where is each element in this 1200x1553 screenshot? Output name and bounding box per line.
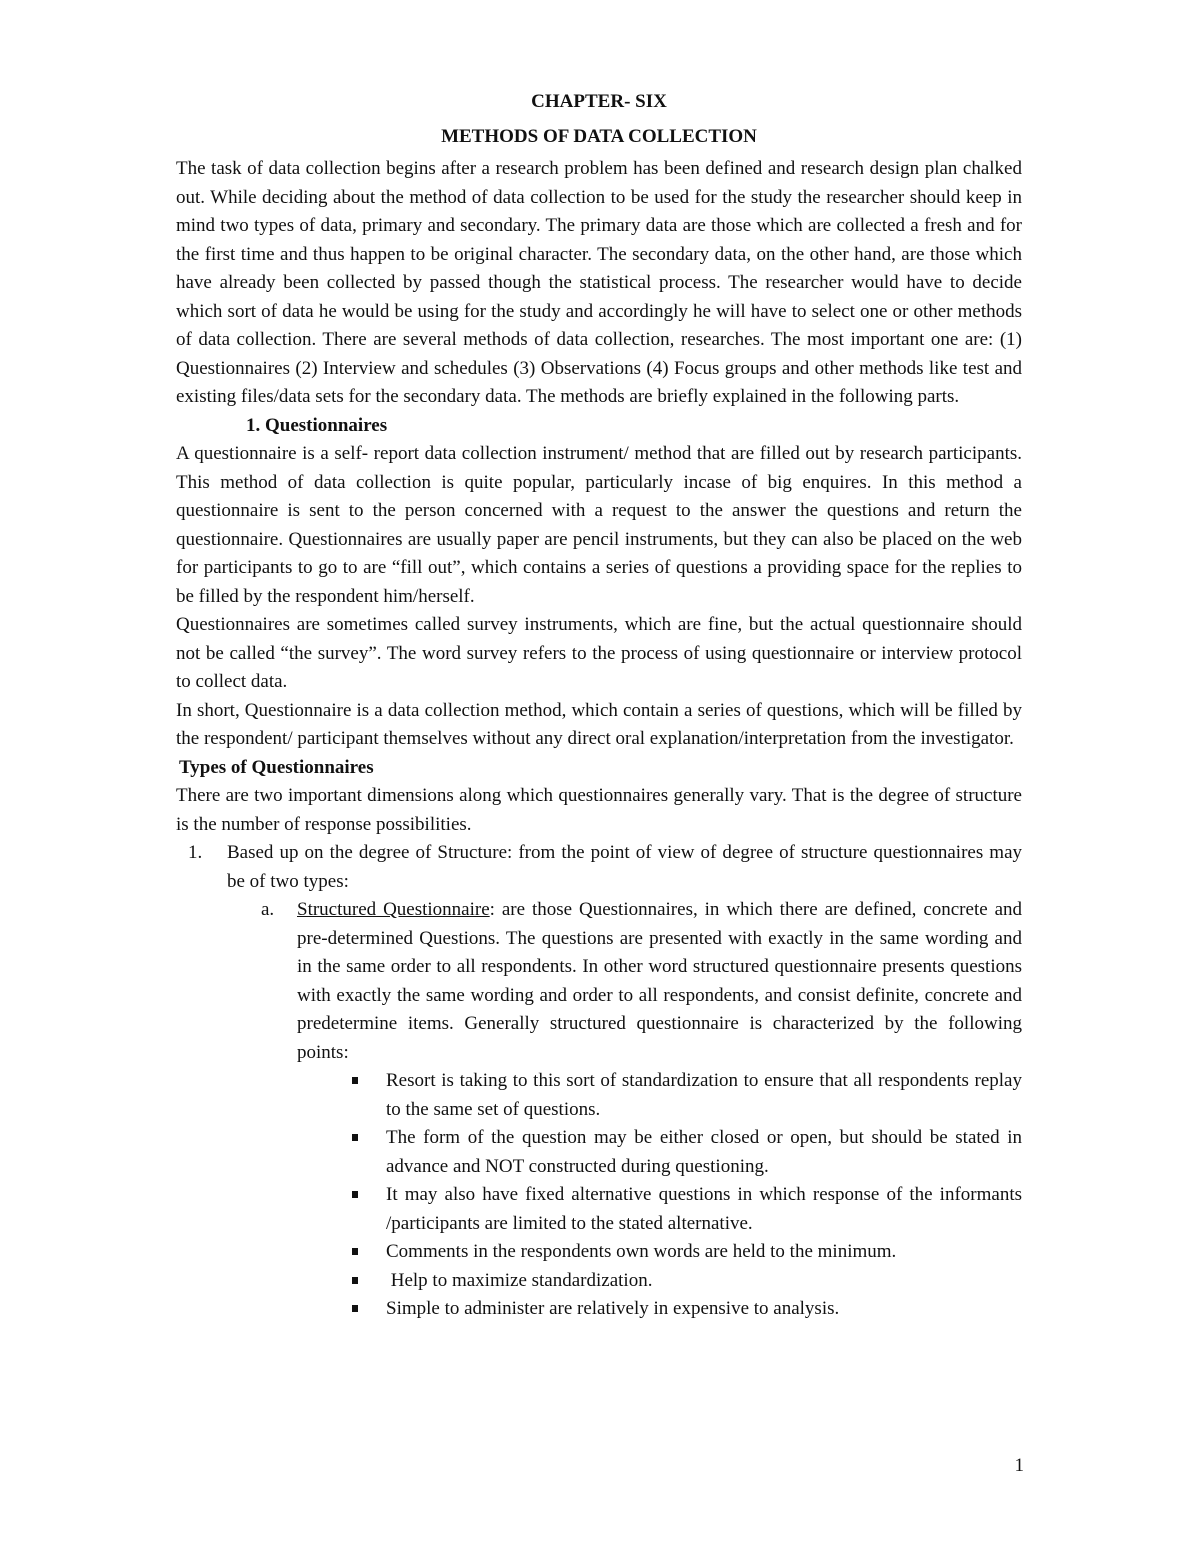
bullet-item [297, 1067, 1022, 1124]
types-heading: Types of Questionnaires [179, 756, 374, 778]
page-number: 1 [1014, 1455, 1024, 1476]
chapter-title: CHAPTER- SIX [531, 91, 667, 112]
bullet-text: The form of the question may be either closed or open, but should be stated in advance and NOT constructed during questioning. [386, 1127, 1022, 1177]
list-item-structure [176, 839, 1022, 1324]
structured-questionnaire-term: Structured Questionnaire [297, 899, 490, 920]
bullet-item [297, 1295, 1022, 1324]
structured-questionnaire-definition: : are those Questionnaires, in which there are defined, concrete and pre-determined Questions. The questions are presented with exactly in the same wording and in the same order to all respondents. In other word structured questionnaire presents questions with exactly the same wording and order to all respondents, and consist definite, concrete and predetermine items. Generally structured questionnaire is characterized by the following points: [297, 899, 1023, 1063]
section-title: METHODS OF DATA COLLECTION [441, 126, 757, 147]
bullet-item [297, 1124, 1022, 1181]
bullet-text: Comments in the respondents own words are held to the minimum. [386, 1241, 897, 1262]
bullet-item [297, 1267, 1022, 1296]
sub-item-marker: a. [261, 899, 275, 920]
questionnaires-heading: 1. Questionnaires [246, 414, 388, 436]
bullet-text: Resort is taking to this sort of standardization to ensure that all respondents replay to the same set of questions. [386, 1070, 1022, 1120]
numbered-list [176, 839, 1022, 1324]
sub-item-structured-questionnaire [227, 896, 1022, 1324]
bullet-list [297, 1067, 1022, 1324]
square-bullet-icon [352, 1134, 358, 1141]
square-bullet-icon [352, 1305, 358, 1312]
bullet-text: It may also have fixed alternative questions in which response of the informants /participants are limited to the stated alternative. [386, 1184, 1022, 1234]
square-bullet-icon [352, 1248, 358, 1255]
list-marker: 1. [188, 842, 203, 863]
questionnaire-definition-paragraph: A questionnaire is a self- report data collection instrument/ method that are filled out by research participants. This method of data collection is quite popular, particularly incase of big enquires. In this method a questionnaire is sent to the person concerned with a request to the answer the questions and return the questionnaire. Questionnaires are usually paper are pencil instruments, but they can also be placed on the web for participants to go to are “fill out”, which contains a series of questions a providing space for the replies to be filled by the respondent him/herself. [176, 443, 1022, 607]
questionnaire-summary-paragraph: In short, Questionnaire is a data collection method, which contain a series of questions, which will be filled by the respondent/ participant themselves without any direct oral explanation/interpretation from the investigator. [176, 699, 1022, 749]
types-paragraph: There are two important dimensions along which questionnaires generally vary. That is the degree of structure is the number of response possibilities. [176, 785, 1022, 835]
survey-instruments-paragraph: Questionnaires are sometimes called survey instruments, which are fine, but the actual questionnaire should not be called “the survey”. The word survey refers to the process of using questionnaire or interview protocol to collect data. [176, 614, 1022, 692]
bullet-item [297, 1181, 1022, 1238]
square-bullet-icon [352, 1277, 358, 1284]
bullet-item [297, 1238, 1022, 1267]
sub-item-text [297, 896, 1022, 1067]
bullet-text: Simple to administer are relatively in expensive to analysis. [386, 1298, 840, 1319]
square-bullet-icon [352, 1191, 358, 1198]
intro-paragraph: The task of data collection begins after a research problem has been defined and research design plan chalked out. While deciding about the method of data collection to be used for the study the researcher should keep in mind two types of data, primary and secondary. The primary data are those which are collected a fresh and for the first time and thus happen to be original character. The secondary data, on the other hand, are those which have already been collected by passed though the statistical process. The researcher would have to decide which sort of data he would be using for the study and accordingly he will have to select one or other methods of data collection. There are several methods of data collection, researches. The most important one are: (1) Questionnaires (2) Interview and schedules (3) Observations (4) Focus groups and other methods like test and existing files/data sets for the secondary data. The methods are briefly explained in the following parts. [176, 158, 1022, 407]
square-bullet-icon [352, 1077, 358, 1084]
bullet-text: Help to maximize standardization. [386, 1269, 653, 1291]
page-content [176, 88, 1022, 1324]
list-item-text: Based up on the degree of Structure: from the point of view of degree of structure questionnaires may be of two types: [227, 842, 1022, 892]
